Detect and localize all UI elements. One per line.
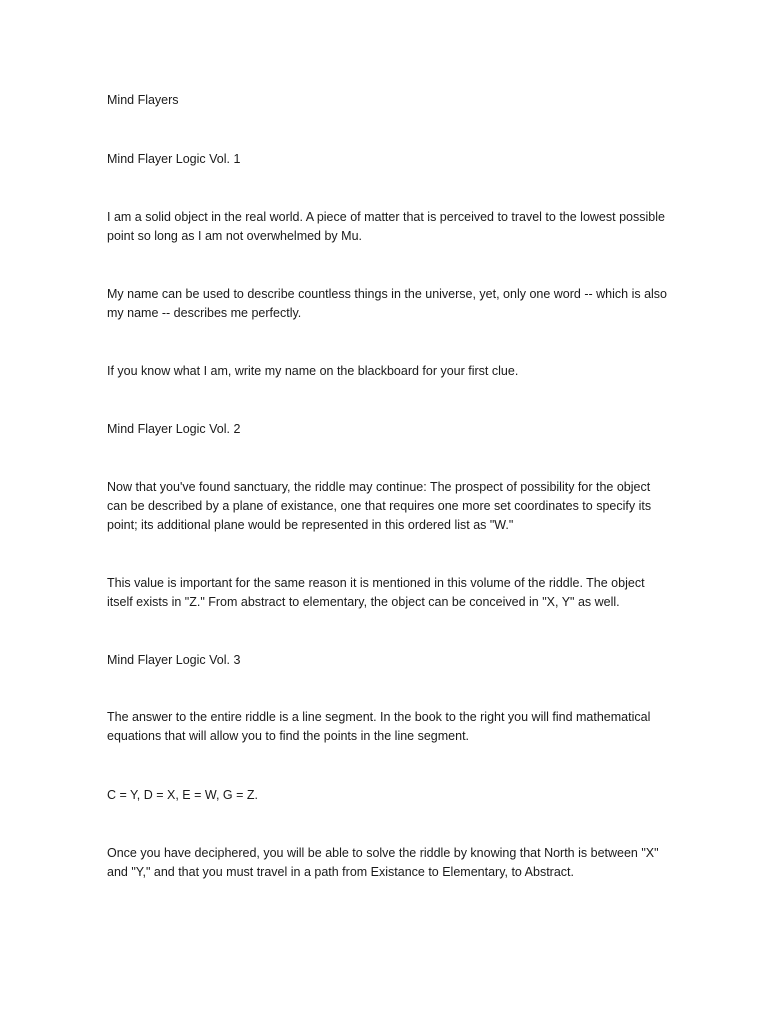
section-heading-vol-2: Mind Flayer Logic Vol. 2: [107, 422, 241, 436]
paragraph: My name can be used to describe countless things in the universe, yet, only one word -- which is also my name -- describes me perfectly.: [107, 287, 668, 320]
paragraph: Once you have deciphered, you will be able to solve the riddle by knowing that North is between "X" and "Y," and that you must travel in a path from Existance to Elementary, to Abstract.: [107, 846, 659, 879]
document-title: Mind Flayers: [107, 93, 179, 107]
equation-line: C = Y, D = X, E = W, G = Z.: [107, 788, 258, 802]
paragraph: Now that you've found sanctuary, the riddle may continue: The prospect of possibility for the object can be described by a plane of existance, one that requires one more set coordinates to specify its point; its additional plane would be represented in this ordered list as "W.": [107, 480, 652, 532]
paragraph: I am a solid object in the real world. A piece of matter that is perceived to travel to the lowest possible point so long as I am not overwhelmed by Mu.: [107, 210, 665, 243]
paragraph: This value is important for the same reason it is mentioned in this volume of the riddle. The object itself exists in "Z." From abstract to elementary, the object can be conceived in "X, Y" as well.: [107, 576, 645, 609]
section-heading-vol-1: Mind Flayer Logic Vol. 1: [107, 152, 241, 166]
section-heading-vol-3: Mind Flayer Logic Vol. 3: [107, 653, 241, 667]
paragraph: The answer to the entire riddle is a line segment. In the book to the right you will find mathematical equations that will allow you to find the points in the line segment.: [107, 710, 651, 743]
paragraph: If you know what I am, write my name on the blackboard for your first clue.: [107, 364, 519, 378]
